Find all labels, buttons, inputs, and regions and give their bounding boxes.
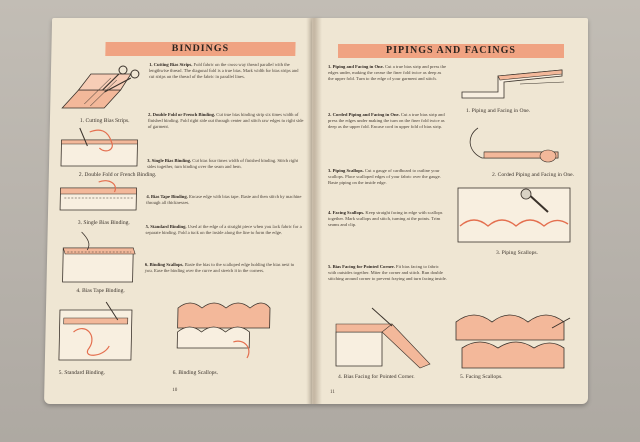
r-text-para-5 [328, 264, 448, 283]
r-para-3-heading: 3. Piping Scallops. [328, 168, 364, 173]
right-page-title: PIPINGS AND FACINGS [338, 44, 564, 58]
figure-standard-binding [55, 296, 138, 366]
r-para-4-heading: 4. Facing Scallops. [328, 210, 365, 215]
para-4-heading: 4. Bias Tape Binding. [146, 194, 188, 199]
open-booklet [44, 18, 588, 414]
left-page [44, 18, 320, 404]
text-para-4 [146, 194, 302, 206]
figure-binding-scallops [173, 298, 274, 364]
para-1-text: Fold fabric on the cross-way thread parallel with the lengthwise thread. The diagonal fold is a true bias. Mark width for bias strips and cut strips on the thread of the fabric in parallel lines. [148, 62, 299, 80]
right-page [312, 18, 588, 404]
r-para-4-text: Keep straight facing in edge with scallops together. Mark scallops and stitch, turning at the points. Trim seams and clip. [328, 210, 443, 228]
para-6-heading: 6. Binding Scallops. [144, 262, 184, 267]
r-para-1-text: Cut a true bias strip and press the edges under, making the crease the finer fold twice as deep as the upper fold. Turn to the edge of your garment and stitch. [328, 64, 447, 82]
r-text-para-3 [328, 168, 448, 187]
figure-piping-scallops [456, 186, 574, 246]
left-page-title: BINDINGS [105, 42, 295, 56]
para-5-heading: 5. Standard Binding. [145, 224, 187, 229]
para-5-text: Used at the edge of a straight piece when you lack fabric for a separate binding. Fold a tuck on the inside along the line to form the edge. [145, 224, 302, 236]
para-3-heading: 3. Single Bias Binding. [147, 158, 192, 163]
book-gutter [306, 18, 322, 404]
r-para-1-heading: 1. Piping and Facing in One. [328, 64, 384, 69]
r-text-para-2 [328, 112, 448, 131]
figure-piping-facing-in-one [458, 62, 570, 106]
para-2-text: Cut true bias binding strip six times width of finished binding. Fold right side out through center and stitch raw edges to right side of garment. [147, 112, 304, 130]
caption-2: 2. Double Fold or French Binding. [78, 172, 157, 178]
r-para-2-heading: 2. Corded Piping and Facing in One. [328, 112, 400, 117]
r-para-2-text: Cut a true bias strip and press the edges under making the turn on the finer fold twice as deep as the upper fold. Encase cord in upper fold of bias strip. [328, 112, 445, 130]
figure-corded-piping [458, 122, 570, 172]
right-page-number: 11 [330, 390, 335, 395]
figure-double-fold-binding [59, 126, 142, 172]
r-para-3-text: Cut a gauge of cardboard to outline your scallops. Place scalloped edges of your fabric over the gauge. Baste piping on the inside edge. [328, 168, 441, 186]
text-para-3 [147, 158, 303, 170]
para-3-text: Cut bias four times width of finished binding. Stitch right sides together, turn binding over the seam and hem. [146, 158, 299, 170]
figure-bias-facing-corner [332, 302, 436, 372]
figure-cutting-bias-strips [60, 60, 143, 116]
text-para-2 [148, 112, 304, 131]
caption-6: 6. Binding Scallops. [172, 370, 219, 376]
r-para-5-text: Fit bias facing to fabric with outsides together. Miter the corner and stitch. Run double stitching around corner to prevent fraying and turn facing inside. [328, 264, 447, 282]
r-caption-4: 4. Bias Facing for Pointed Corner. [338, 374, 415, 380]
para-4-text: Encase edge with bias tape. Baste and then stitch by machine through all thicknesses. [146, 194, 302, 206]
caption-1: 1. Cutting Bias Strips. [79, 118, 130, 124]
text-para-5 [146, 224, 302, 236]
r-caption-1: 1. Piping and Facing in One. [466, 108, 531, 114]
r-caption-2: 2. Corded Piping and Facing in One. [492, 172, 575, 178]
caption-4: 4. Bias Tape Binding. [76, 288, 125, 294]
r-text-para-4 [328, 210, 448, 229]
left-page-number: 10 [172, 388, 178, 393]
r-para-5-heading: 5. Bias Facing for Pointed Corner. [328, 264, 395, 269]
caption-3: 3. Single Bias Binding. [77, 220, 130, 226]
text-para-6 [145, 262, 301, 274]
para-6-text: Baste the bias to the scalloped edge holding the bias next to you. Ease the binding over the curve and stretch it in the corners. [144, 262, 295, 274]
r-caption-3: 3. Piping Scallops. [496, 250, 538, 256]
text-para-1 [149, 62, 305, 81]
figure-single-bias-binding [58, 178, 141, 218]
para-2-heading: 2. Double Fold or French Binding. [148, 112, 216, 117]
r-caption-5: 5. Facing Scallops. [460, 374, 503, 380]
para-1-heading: 1. Cutting Bias Strips. [149, 62, 193, 67]
caption-5: 5. Standard Binding. [58, 370, 106, 376]
figure-facing-scallops [452, 308, 574, 372]
r-text-para-1 [328, 64, 448, 83]
figure-bias-tape-binding [56, 228, 139, 286]
